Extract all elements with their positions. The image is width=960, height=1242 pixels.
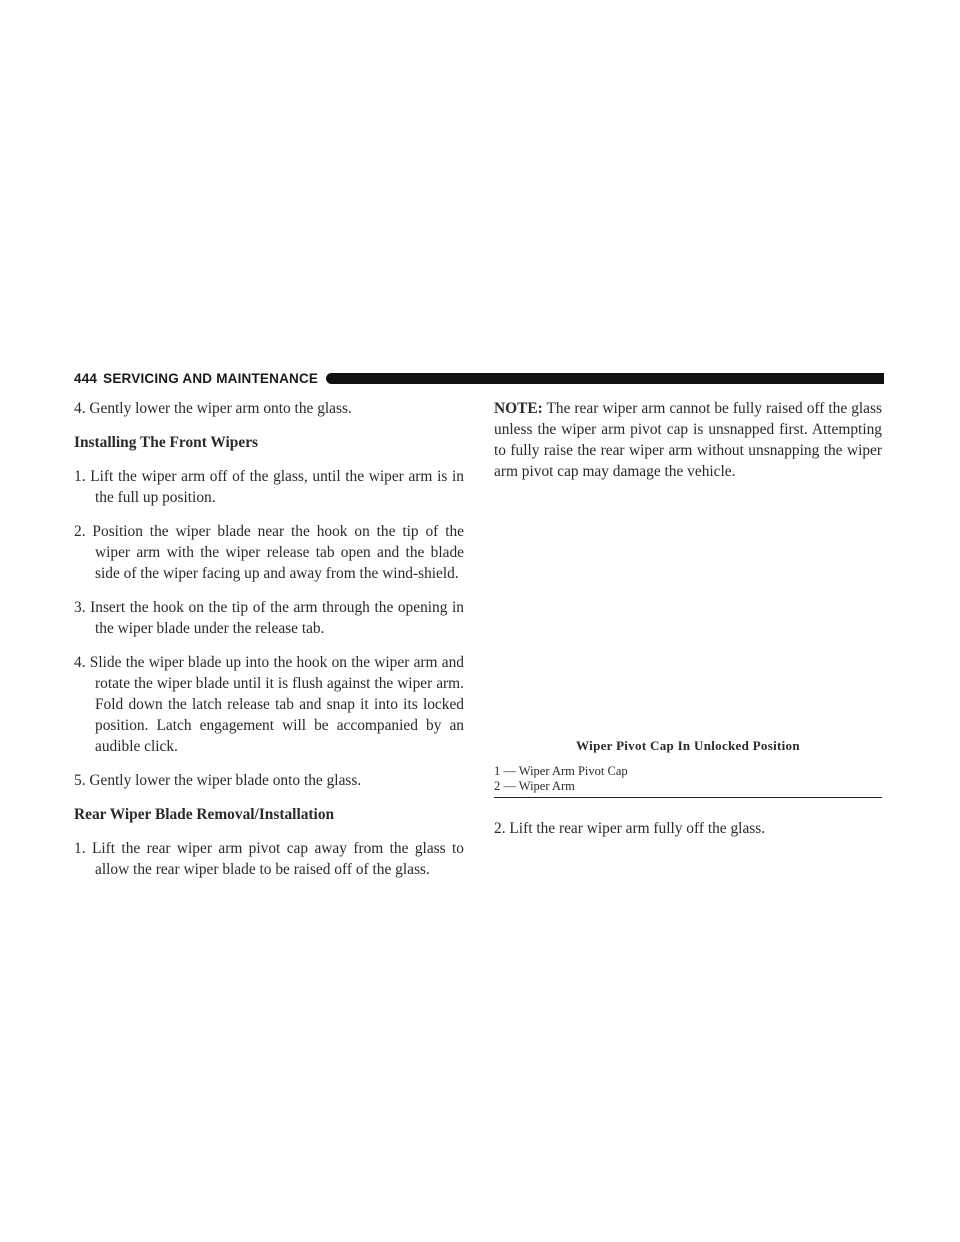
rear-step-2: 2. Lift the rear wiper arm fully off the glass. xyxy=(494,820,766,837)
note-label: NOTE: xyxy=(494,400,543,417)
legend-item-1: 1 — Wiper Arm Pivot Cap xyxy=(494,764,628,778)
install-step-4: 4. Slide the wiper blade up into the hook on the wiper arm and rotate the wiper blade until it is flush against the wiper arm. Fold down the latch release tab and snap it into its locked position. Latch engagement will be accompanied by an audible click. xyxy=(74,654,464,755)
page-number: 444 xyxy=(74,370,98,386)
legend-item-2: 2 — Wiper Arm xyxy=(494,779,575,793)
header-rule xyxy=(326,373,884,384)
install-step-2: 2. Position the wiper blade near the hook on the tip of the wiper arm with the wiper release tab open and the blade side of the wiper facing up and away from the wind-shield. xyxy=(74,523,464,582)
rear-step-1: 1. Lift the rear wiper arm pivot cap away from the glass to allow the rear wiper blade to be raised off of the glass. xyxy=(74,840,464,878)
rear-wiper-heading: Rear Wiper Blade Removal/Installation xyxy=(74,806,335,823)
right-column xyxy=(494,398,882,482)
note-paragraph xyxy=(494,398,882,482)
left-column xyxy=(74,398,464,893)
page-header xyxy=(74,369,884,387)
step-4-lower-arm: 4. Gently lower the wiper arm onto the glass. xyxy=(74,400,352,417)
note-text: The rear wiper arm cannot be fully raised off the glass unless the wiper arm pivot cap is unsnapped first. Attempting to fully raise the rear wiper arm without unsnapping the wiper arm pivot cap may damage the vehicle. xyxy=(494,400,882,480)
figure-legend xyxy=(494,764,882,798)
figure-caption: Wiper Pivot Cap In Unlocked Position xyxy=(576,738,800,753)
install-step-5: 5. Gently lower the wiper blade onto the glass. xyxy=(74,772,362,789)
install-step-3: 3. Insert the hook on the tip of the arm through the opening in the wiper blade under the release tab. xyxy=(74,599,464,637)
section-title: SERVICING AND MAINTENANCE xyxy=(103,370,319,386)
install-step-1: 1. Lift the wiper arm off of the glass, until the wiper arm is in the full up position. xyxy=(74,468,464,506)
installing-front-wipers-heading: Installing The Front Wipers xyxy=(74,434,259,451)
wiper-pivot-cap-figure xyxy=(494,490,882,730)
